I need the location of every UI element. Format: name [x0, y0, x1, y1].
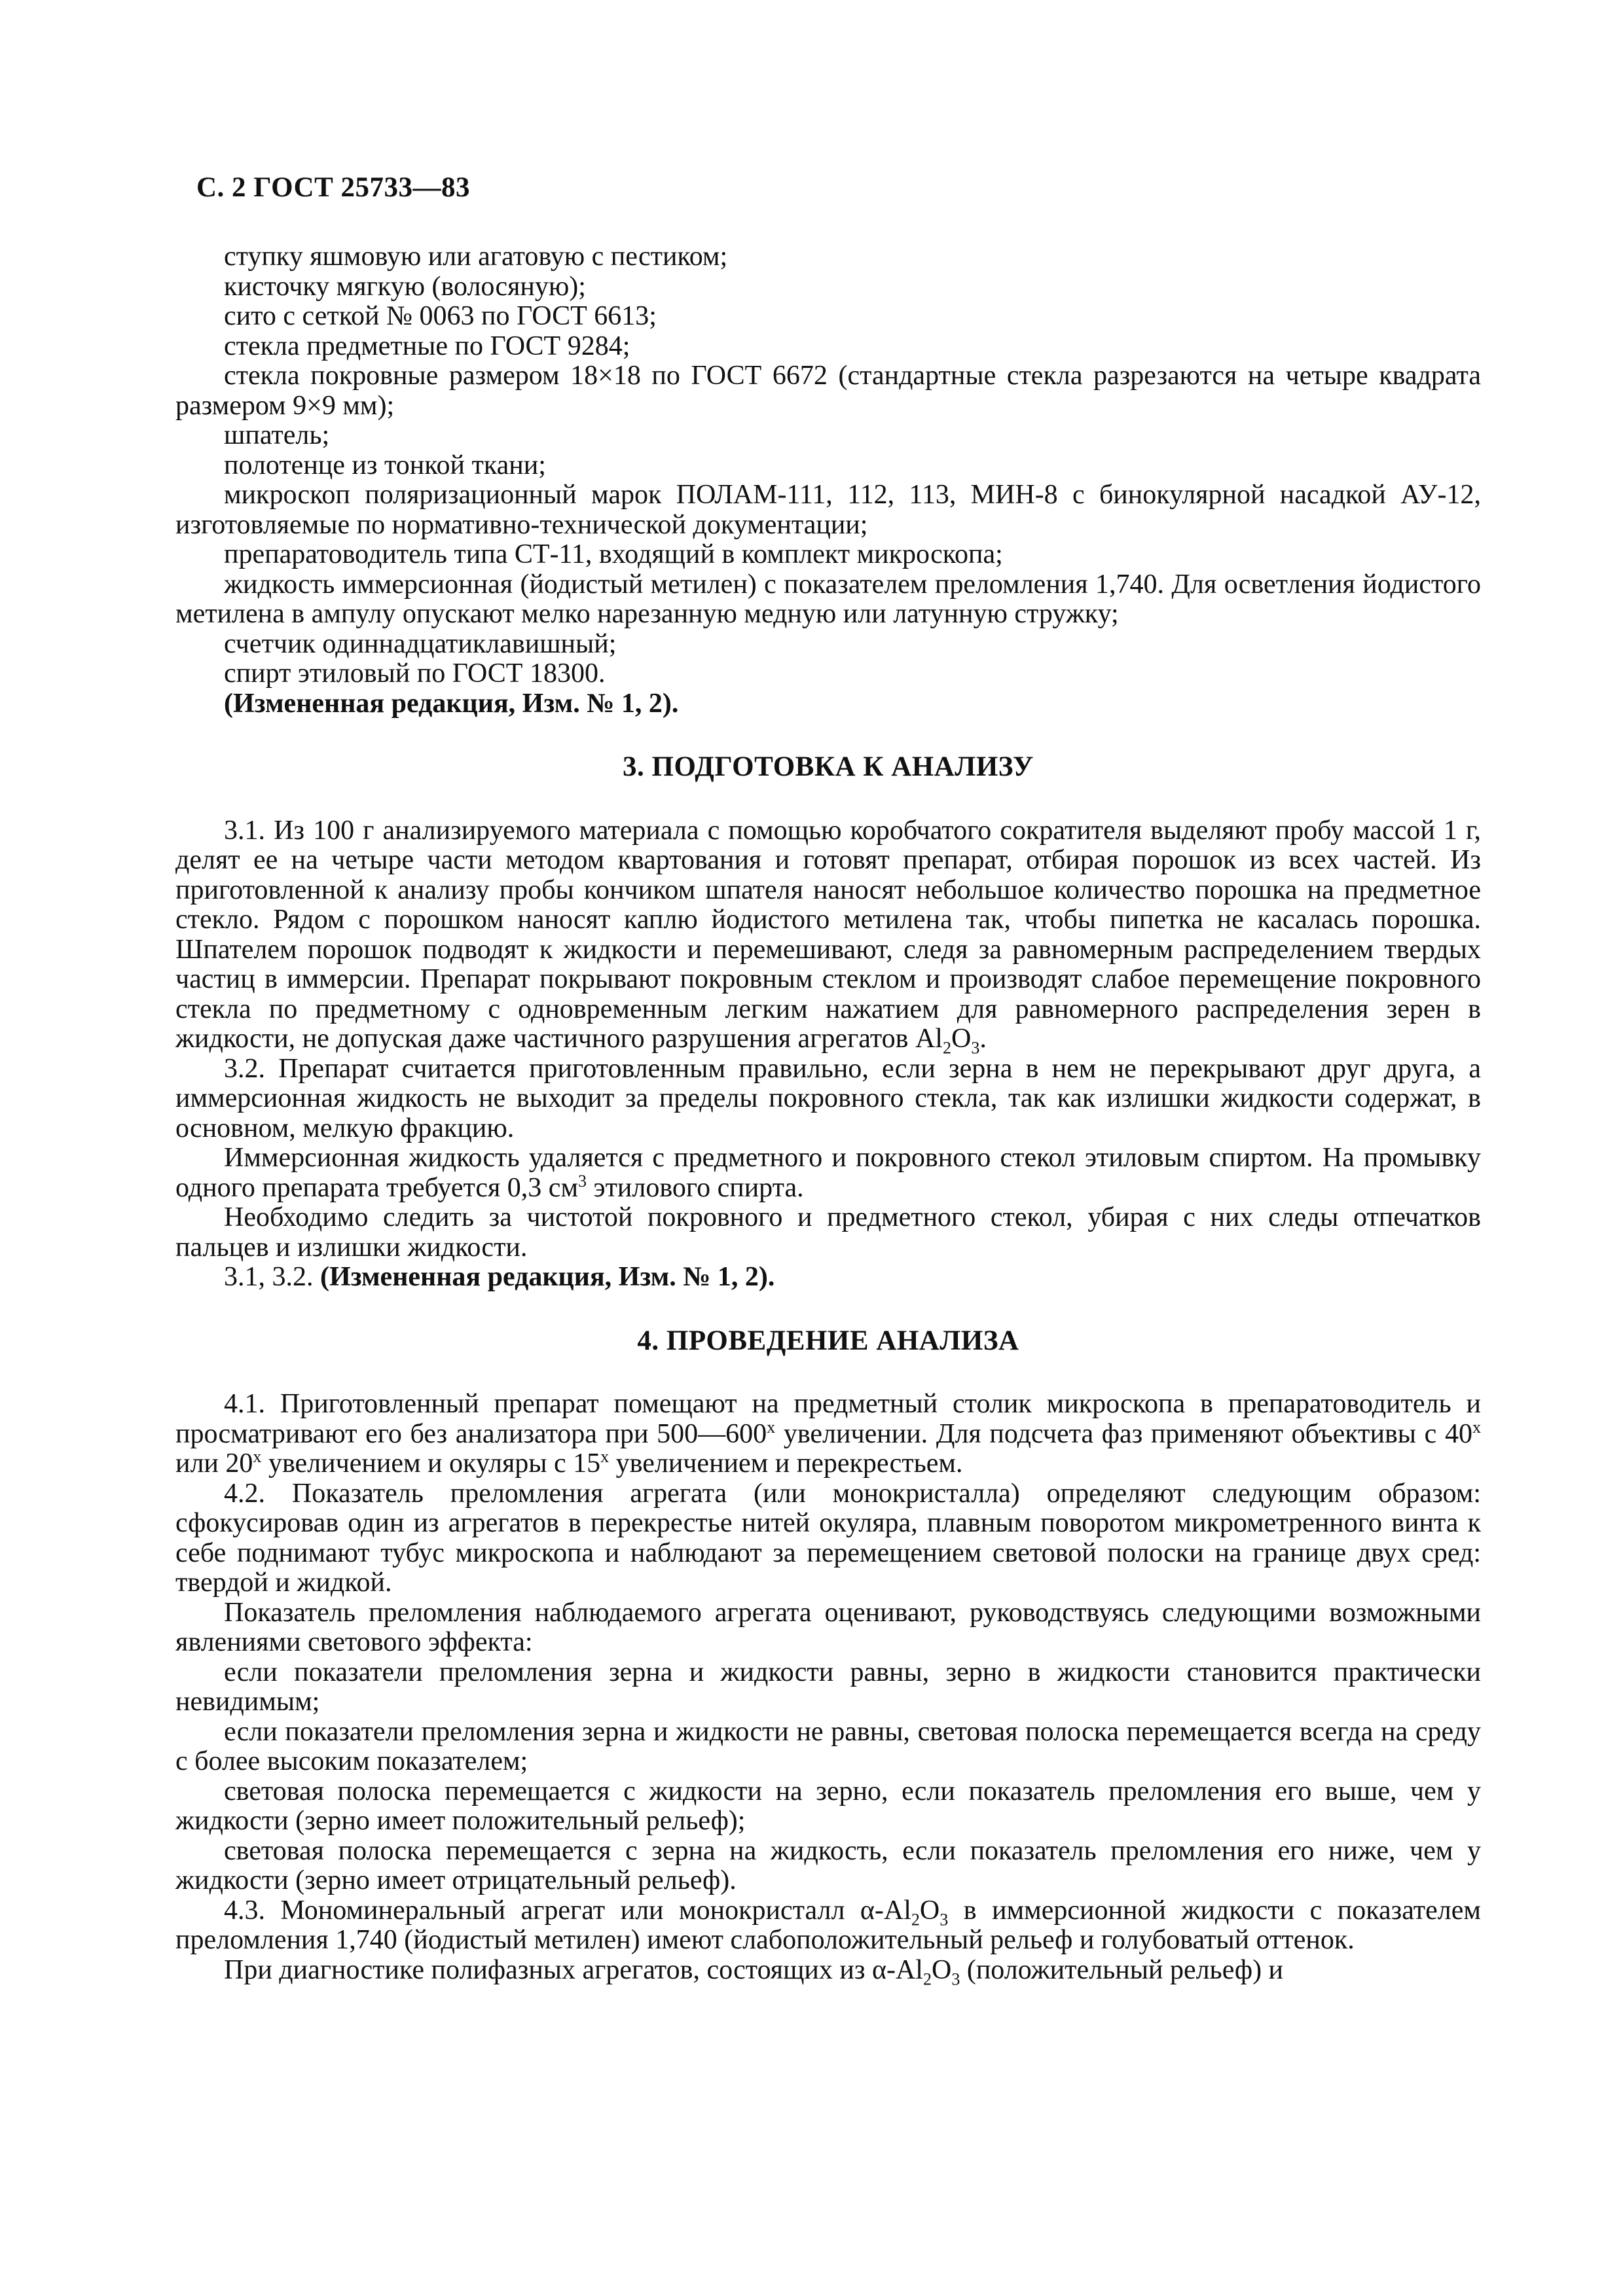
- paragraph-4-3-polyphase: При диагностике полифазных агрегатов, состоящих из $\alpha-Al_2O_3$ (положительный рельеф) и: [224, 1954, 1284, 1988]
- list-item: стекла предметные по ГОСТ 9284;: [224, 331, 630, 361]
- list-item: сито с сеткой № 0063 по ГОСТ 6613;: [224, 301, 657, 331]
- paragraph-4-2-case-4: световая полоска перемещается с зерна на жидкость, если показатель преломления его ниже, чем у жидкости (зерно имеет отрицательный рельеф).: [175, 1835, 1481, 1895]
- list-item: шпатель;: [224, 420, 330, 450]
- paragraph-3-1: 3.1. Из 100 г анализируемого материала с помощью коробчатого сократителя выделяют пробу массой 1 г, делят ее на четыре части методом квартования и готовят препарат, отбирая порошок из всех частей. Из приготовленной к анализу пробы кончиком шпателя наносят небольшое количество порошка на предметное стекло. Рядом с порошком наносят каплю йодистого метилена так, чтобы пипетка не касалась порошка. Шпателем порошок подводят к жидкости и перемешивают, следя за равномерным распределением твердых частиц в иммерсии. Препарат покрывают покровным стеклом и производят слабое перемещение покровного стекла по предметному с одновременным легким нажатием для равномерного распределения зерен в жидкости, не допуская даже частичного разрушения агрегатов $Al_2O_3$.: [175, 815, 1481, 1058]
- list-item: счетчик одиннадцатиклавишный;: [224, 628, 617, 659]
- list-item: препаратоводитель типа СТ-11, входящий в комплект микроскопа;: [224, 539, 1003, 569]
- paragraph-4-2-case-1: если показатели преломления зерна и жидкости равны, зерно в жидкости становится практически невидимым;: [175, 1657, 1481, 1717]
- document-body: [175, 242, 1481, 1988]
- list-item: полотенце из тонкой ткани;: [224, 450, 546, 480]
- equipment-list: [175, 242, 1481, 719]
- list-item: кисточку мягкую (волосяную);: [224, 271, 586, 302]
- paragraph-4-2-case-3: световая полоска перемещается с жидкости на зерно, если показатель преломления его выше, чем у жидкости (зерно имеет положительный рельеф);: [175, 1776, 1481, 1836]
- paragraph-4-2-case-2: если показатели преломления зерна и жидкости не равны, световая полоска перемещается всегда на среду с более высоким показателем;: [175, 1716, 1481, 1776]
- paragraph-4-1: 4.1. Приготовленный препарат помещают на предметный столик микроскопа в препаратоводитель и просматривают его без анализатора при $500—600^х$ увеличении. Для подсчета фаз применяют объективы с $40^х$ или $20^х$ увеличением и окуляры с $15^х$ увеличением и перекрестьем.: [175, 1389, 1481, 1479]
- list-item: стекла покровные размером 18×18 по ГОСТ 6672 (стандартные стекла разрезаются на четыре квадрата размером 9×9 мм);: [175, 361, 1481, 421]
- amendment-note: (Измененная редакция, Изм. № 1, 2).: [224, 688, 679, 719]
- paragraph-3-2-clean: Необходимо следить за чистотой покровного и предметного стекол, убирая с них следы отпечатков пальцев и излишки жидкости.: [175, 1202, 1481, 1263]
- section-heading-3: 3. ПОДГОТОВКА К АНАЛИЗУ: [623, 751, 1034, 782]
- list-item: жидкость иммерсионная (йодистый метилен) с показателем преломления 1,740. Для осветления йодистого метилена в ампулу опускают мелко нарезанную медную или латунную стружку;: [175, 569, 1481, 629]
- paragraph-3-2-rinse: Иммерсионная жидкость удаляется с предметного и покровного стекол этиловым спиртом. На промывку одного препарата требуется 0,3 $см^3$ этилового спирта.: [175, 1143, 1481, 1203]
- page-header: С. 2 ГОСТ 25733—83: [196, 172, 471, 203]
- section-heading-4: 4. ПРОВЕДЕНИЕ АНАЛИЗА: [637, 1325, 1019, 1356]
- list-item: спирт этиловый по ГОСТ 18300.: [224, 658, 606, 689]
- amendment-note-3: 3.1, 3.2. (Измененная редакция, Изм. № 1, 2).: [224, 1262, 775, 1292]
- paragraph-4-3: 4.3. Мономинеральный агрегат или монокристалл $\alpha-Al_2O_3$ в иммерсионной жидкости с показателем преломления 1,740 (йодистый метилен) имеют слабоположительный рельеф и голубоватый оттенок.: [175, 1895, 1481, 1955]
- paragraph-4-2: 4.2. Показатель преломления агрегата (или монокристалла) определяют следующим образом: сфокусировав один из агрегатов в перекрестье нитей окуляра, плавным поворотом микрометренного винта к себе поднимают тубус микроскопа и наблюдают за перемещением световой полоски на границе двух сред: твердой и жидкой.: [175, 1478, 1481, 1598]
- paragraph-3-2: 3.2. Препарат считается приготовленным правильно, если зерна в нем не перекрывают друг друга, а иммерсионная жидкость не выходит за пределы покровного стекла, так как излишки жидкости содержат, в основном, мелкую фракцию.: [175, 1053, 1481, 1143]
- paragraph-4-2-evaluate: Показатель преломления наблюдаемого агрегата оценивают, руководствуясь следующими возможными явлениями светового эффекта:: [175, 1597, 1481, 1657]
- list-item: ступку яшмовую или агатовую с пестиком;: [224, 242, 728, 272]
- list-item: микроскоп поляризационный марок ПОЛАМ-111, 112, 113, МИН-8 с бинокулярной насадкой АУ-12, изготовляемые по нормативно-технической документации;: [175, 480, 1481, 540]
